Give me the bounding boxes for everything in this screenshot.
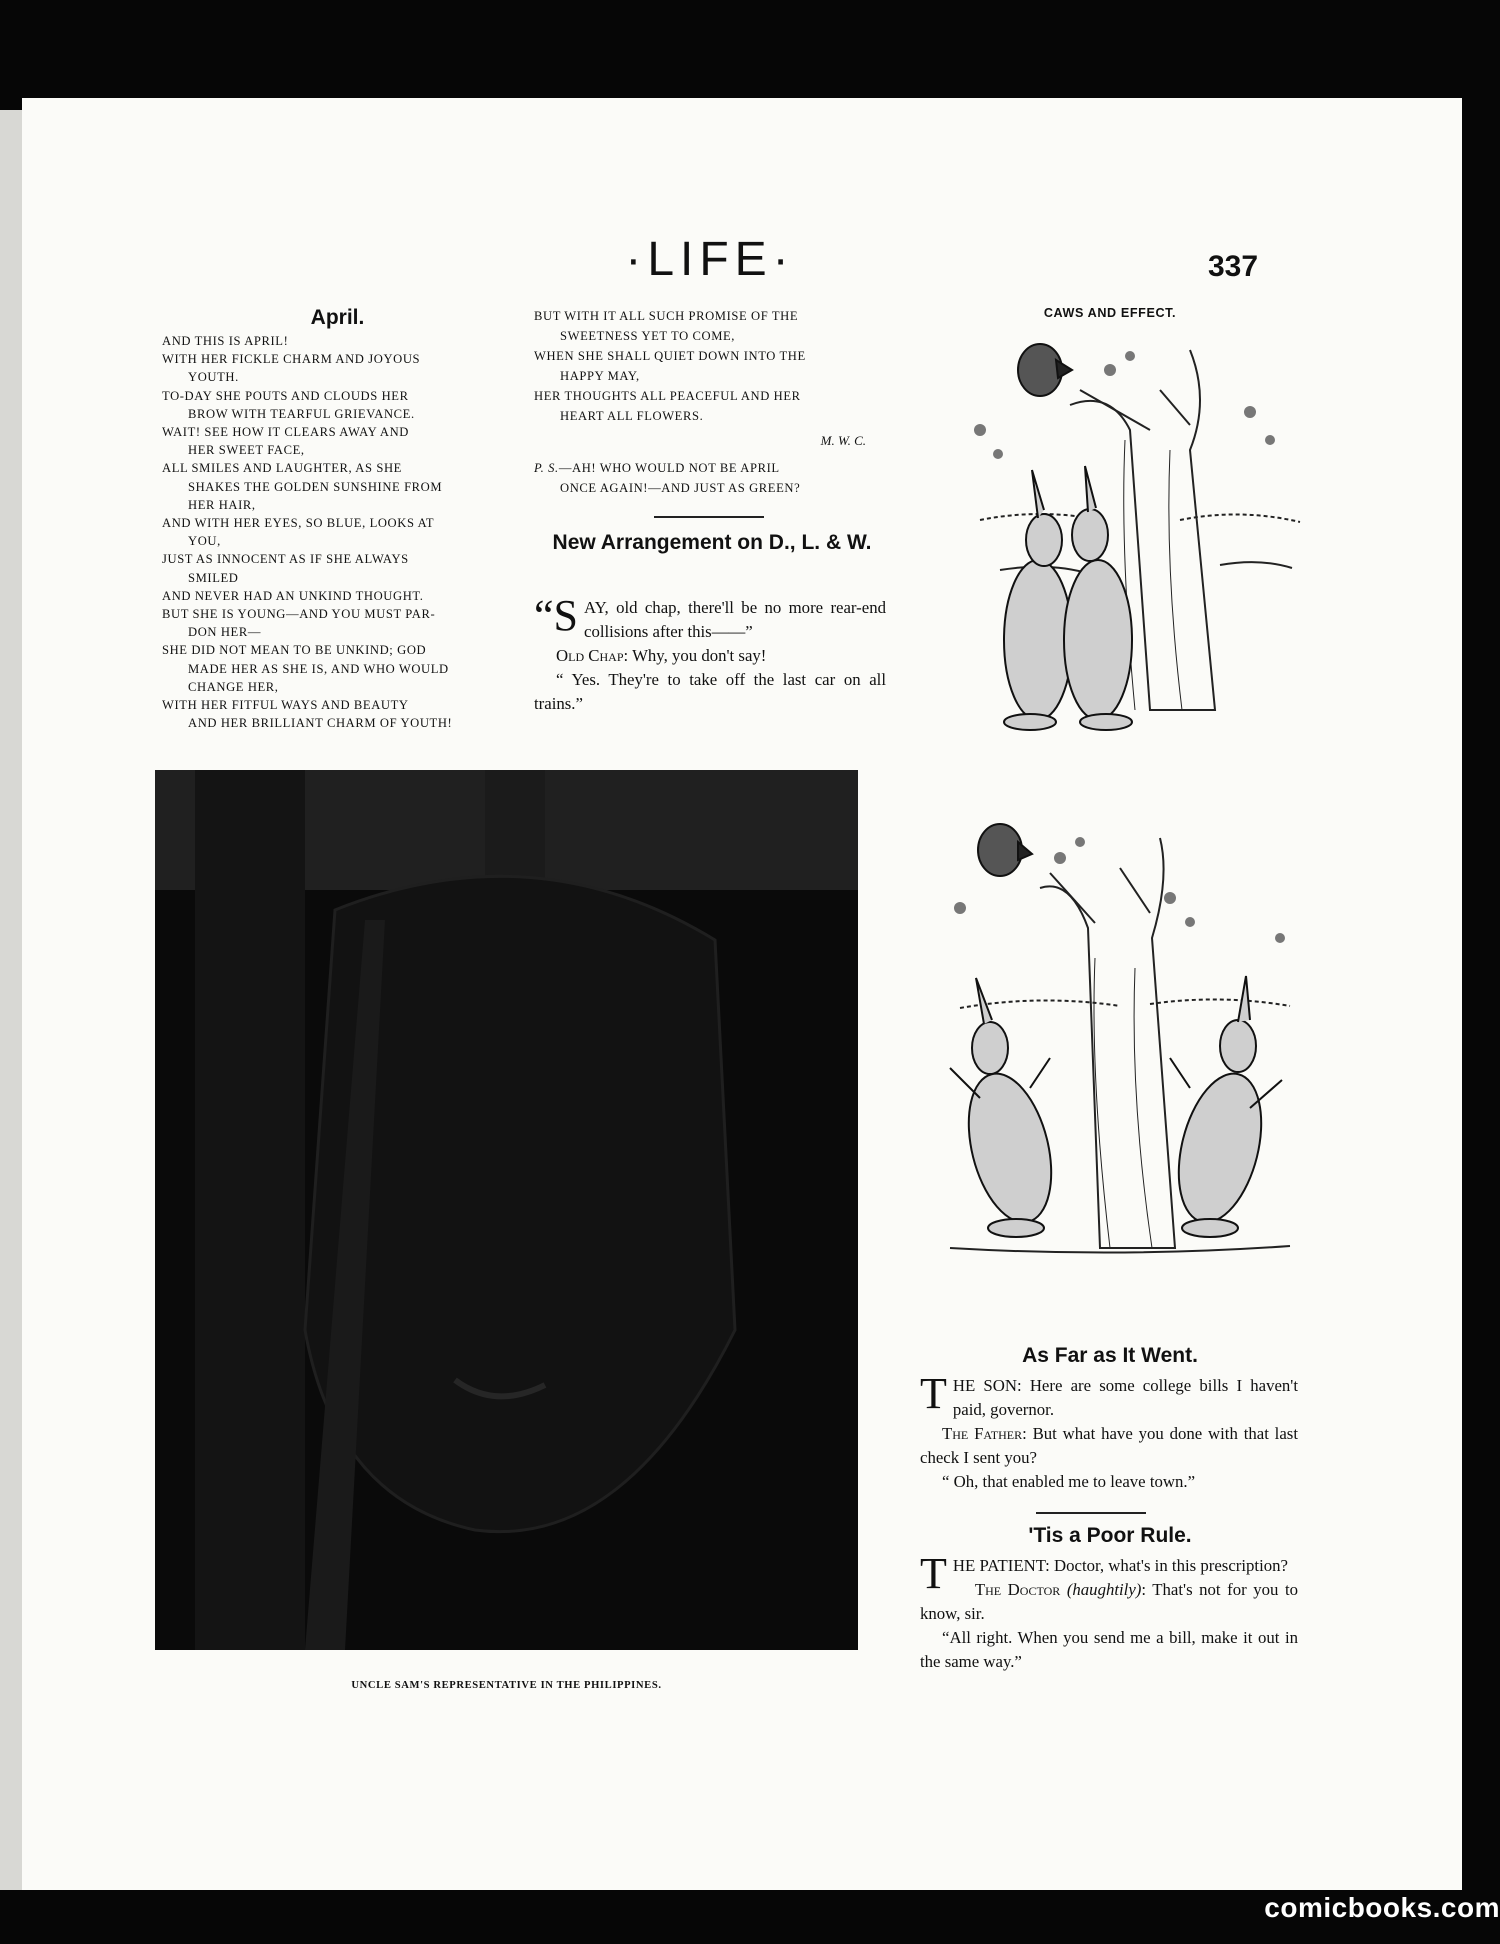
speaker-name: Old Chap (556, 646, 624, 665)
paragraph: The Doctor (haughtily): That's not for you to know, sir. (920, 1580, 1298, 1623)
photograph-uncle-sam-representative (155, 770, 858, 1650)
far-text (920, 1369, 1298, 1494)
poem-line: WHEN SHE SHALL QUIET DOWN INTO THE HAPPY MAY, (534, 349, 806, 383)
poem-line: BUT SHE IS YOUNG—AND YOU MUST PAR- DON HER— (162, 607, 436, 640)
cartoon-panel-two (920, 818, 1310, 1290)
poem-line: HER HAIR, (188, 497, 256, 512)
far-title: As Far as It Went. (1022, 1344, 1198, 1367)
paragraph: Old Chap: Why, you don't say! (556, 646, 767, 665)
crow-icon (978, 824, 1032, 876)
poor-text (920, 1549, 1298, 1674)
stage-direction: (haughtily) (1066, 1580, 1142, 1599)
section-divider (654, 516, 764, 518)
masthead: ·LIFE· (625, 233, 795, 286)
poem-line: AND THIS IS APRIL! (162, 334, 289, 348)
page-number: 337 (1208, 250, 1259, 283)
paragraph: “All right. When you send me a bill, make it out in the same way.” (920, 1628, 1298, 1671)
section-divider (1036, 1512, 1146, 1514)
photo-caption: UNCLE SAM'S REPRESENTATIVE IN THE PHILIPPINES. (351, 1680, 662, 1691)
paragraph: THE SON: Here are some college bills I haven't paid, governor. (920, 1369, 1298, 1419)
poem-line: WITH HER FICKLE CHARM AND JOYOUS YOUTH. (162, 352, 421, 385)
poem-line: AND WITH HER EYES, SO BLUE, LOOKS AT YOU, (162, 516, 435, 549)
speaker-name: The Doctor (974, 1580, 1061, 1599)
poem-line: ALL SMILES AND LAUGHTER, AS SHE SHAKES THE GOLDEN SUNSHINE FROM (162, 461, 443, 494)
crow-icon (1018, 344, 1072, 396)
poem-line: HER THOUGHTS ALL PEACEFUL AND HER HEART ALL FLOWERS. (534, 389, 801, 423)
arrangement-text (534, 591, 886, 716)
poem-line: CHANGE HER, (188, 679, 279, 694)
paragraph: “ Oh, that enabled me to leave town.” (942, 1472, 1196, 1491)
drop-cap: “S (534, 591, 578, 640)
poem-line: WAIT! SEE HOW IT CLEARS AWAY AND HER SWEET FACE, (162, 425, 409, 458)
watermark: comicbooks.com (1264, 1892, 1500, 1923)
paragraph: The Father: But what have you done with that last check I sent you? (920, 1424, 1298, 1467)
poem-signature: M. W. C. (820, 433, 866, 448)
paragraph: “ Yes. They're to take off the last car on all trains.” (534, 670, 886, 713)
poem-line: SHE DID NOT MEAN TO BE UNKIND; GOD MADE HER AS SHE IS, AND WHO WOULD (162, 643, 449, 676)
cartoon-title: CAWS AND EFFECT. (1043, 306, 1177, 320)
rabbit-pair-icon (1004, 466, 1132, 730)
poem-line: BUT WITH IT ALL SUCH PROMISE OF THE SWEETNESS YET TO COME, (534, 309, 799, 343)
poem-title: April. (310, 306, 365, 329)
poem-line: JUST AS INNOCENT AS IF SHE ALWAYS SMILED (162, 552, 409, 585)
drop-cap: T (920, 1369, 947, 1418)
poor-title: 'Tis a Poor Rule. (1028, 1524, 1192, 1547)
poem-line: WITH HER FITFUL WAYS AND BEAUTY AND HER BRILLIANT CHARM OF YOUTH! (162, 698, 453, 731)
rabbit-left-icon (950, 978, 1065, 1237)
poem-line: AND NEVER HAD AN UNKIND THOUGHT. (162, 588, 424, 603)
ps-label: P. S. (534, 461, 559, 475)
drop-cap: T (920, 1549, 947, 1598)
poem-line: TO-DAY SHE POUTS AND CLOUDS HER BROW WITH TEARFUL GRIEVANCE. (162, 388, 415, 421)
poem-continued (534, 306, 886, 498)
poem-postscript: P. S.—AH! WHO WOULD NOT BE APRIL ONCE AGAIN!—AND JUST AS GREEN? (534, 461, 801, 495)
rabbit-right-icon (1165, 976, 1282, 1237)
paragraph: THE PATIENT: Doctor, what's in this prescription? (920, 1549, 1288, 1598)
cartoon-panel-one (920, 330, 1310, 770)
speaker-name: The Father (942, 1424, 1023, 1443)
arrangement-title: New Arrangement on D., L. & W. (552, 531, 872, 554)
poem-text (162, 332, 518, 732)
paragraph: “SAY, old chap, there'll be no more rear-end collisions after this——” (534, 591, 886, 641)
